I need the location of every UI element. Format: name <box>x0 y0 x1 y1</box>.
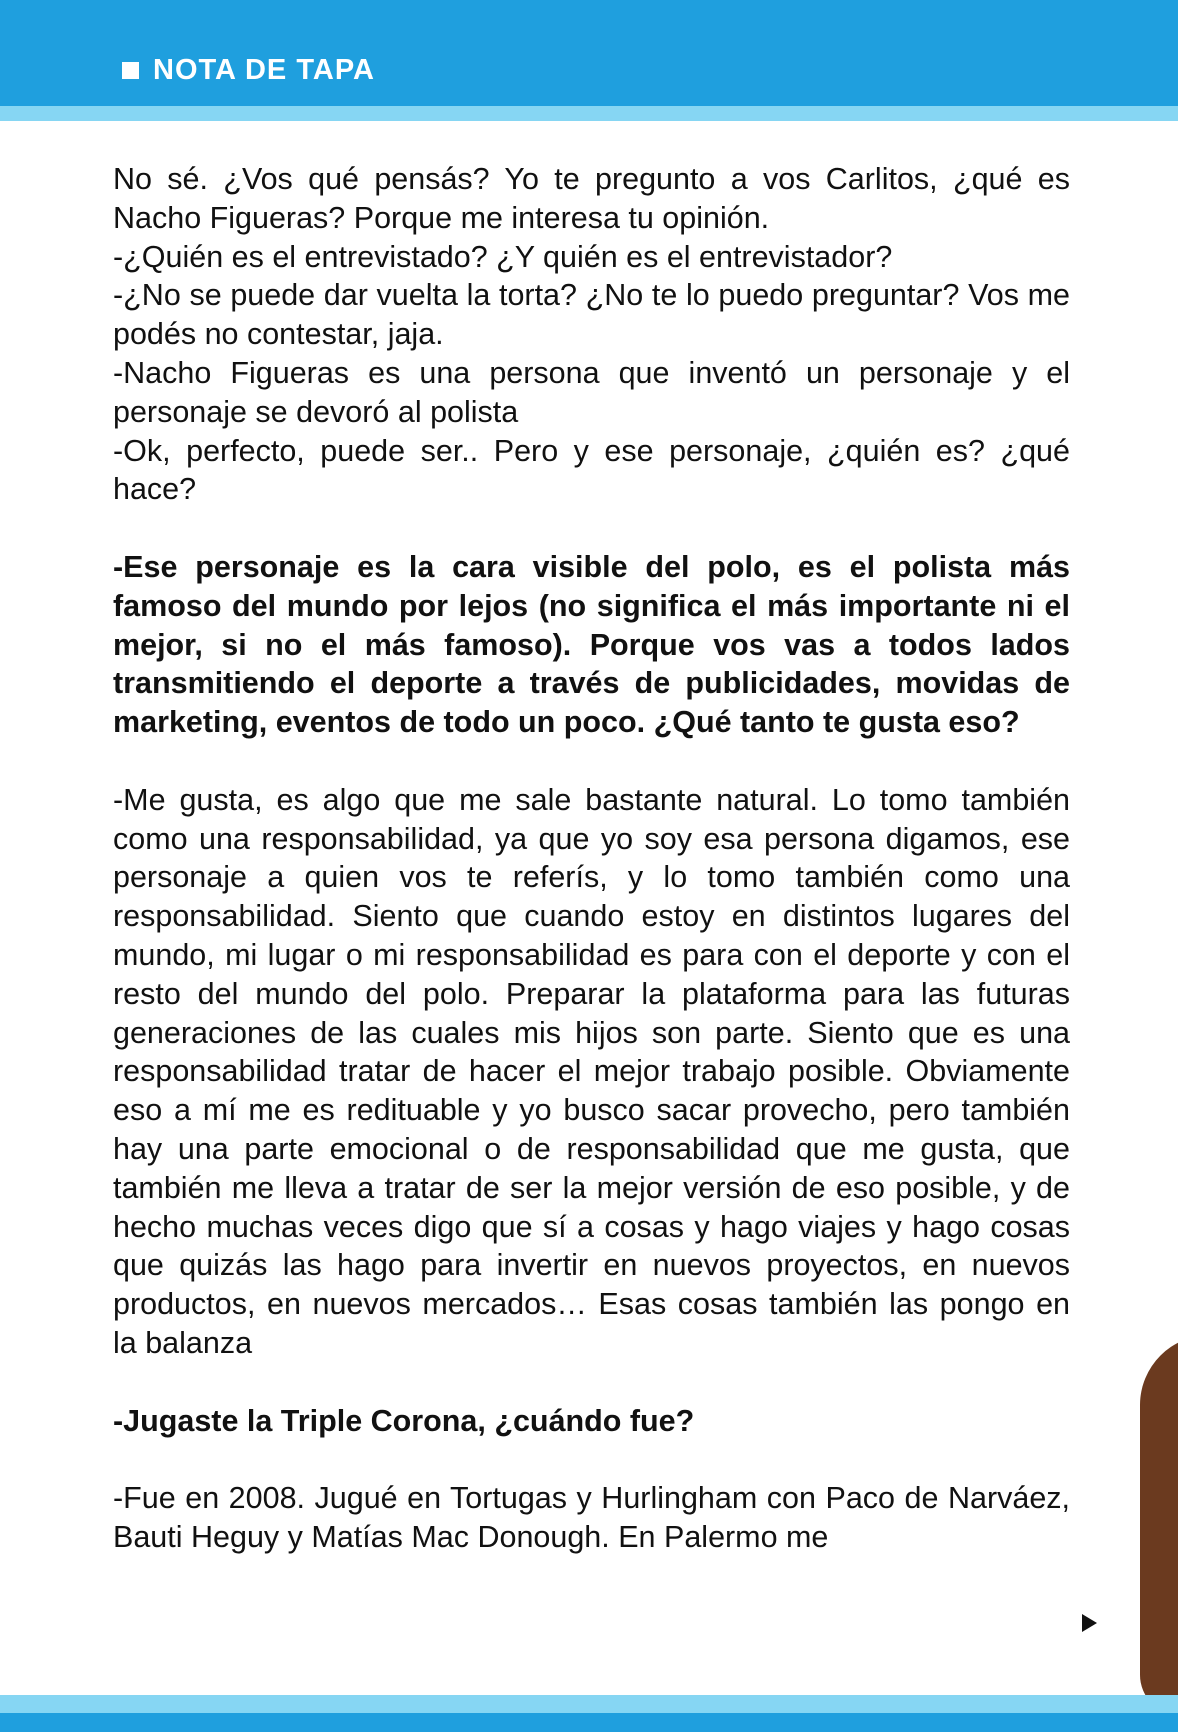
question-paragraph: -Nacho Figueras es una persona que inventó un personaje y el personaje se devoró al polista <box>113 355 1070 429</box>
answer-paragraph: -¿No se puede dar vuelta la torta? ¿No te lo puedo preguntar? Vos me podés no contestar, jaja. <box>113 278 1070 352</box>
article-body <box>113 160 1070 1557</box>
footer-stripe <box>0 1695 1178 1713</box>
section-label <box>122 50 375 90</box>
square-bullet-icon <box>122 62 139 79</box>
question-paragraph: -¿Quién es el entrevistado? ¿Y quién es el entrevistador? <box>113 239 893 274</box>
section-label-text: NOTA DE TAPA <box>153 53 375 86</box>
horse-photo-edge <box>1140 1335 1178 1695</box>
question-paragraph: -Ese personaje es la cara visible del polo, es el polista más famoso del mundo por lejos (no significa el más importante ni el mejor, si no el más famoso). Porque vos vas a todos lados transmitiendo el deporte a través de publicidades, movidas de marketing, eventos de todo un poco. ¿Qué tanto te gusta eso? <box>113 549 1070 740</box>
answer-paragraph: -Ok, perfecto, puede ser.. Pero y ese personaje, ¿quién es? ¿qué hace? <box>113 433 1070 507</box>
footer-bar <box>0 1713 1178 1732</box>
header-stripe <box>0 106 1178 121</box>
continue-arrow-icon <box>1082 1614 1097 1632</box>
answer-paragraph: -Me gusta, es algo que me sale bastante natural. Lo tomo también como una responsabilidad, ya que yo soy esa persona digamos, ese personaje a quien vos te referís, y lo tomo también como una responsabilidad. Siento que cuando estoy en distintos lugares del mundo, mi lugar o mi responsabilidad es para con el deporte y con el resto del mundo del polo. Preparar la plataforma para las futuras generaciones de las cuales mis hijos son parte. Siento que es una responsabilidad tratar de hacer el mejor trabajo posible. Obviamente eso a mí me es redituable y yo busco sacar provecho, pero también hay una parte emocional o de responsabilidad que me gusta, que también me lleva a tratar de ser la mejor versión de eso posible, y de hecho muchas veces digo que sí a cosas y hago viajes y hago cosas que quizás las hago para invertir en nuevos proyectos, en nuevos productos, en nuevos mercados… Esas cosas también las pongo en la balanza <box>113 782 1070 1360</box>
answer-paragraph: -Fue en 2008. Jugué en Tortugas y Hurlingham con Paco de Narváez, Bauti Heguy y Matías Mac Donough. En Palermo me <box>113 1481 1070 1554</box>
answer-paragraph: No sé. ¿Vos qué pensás? Yo te pregunto a vos Carlitos, ¿qué es Nacho Figueras? Porque me interesa tu opinión. <box>113 162 1070 235</box>
question-paragraph: -Jugaste la Triple Corona, ¿cuándo fue? <box>113 1403 695 1438</box>
